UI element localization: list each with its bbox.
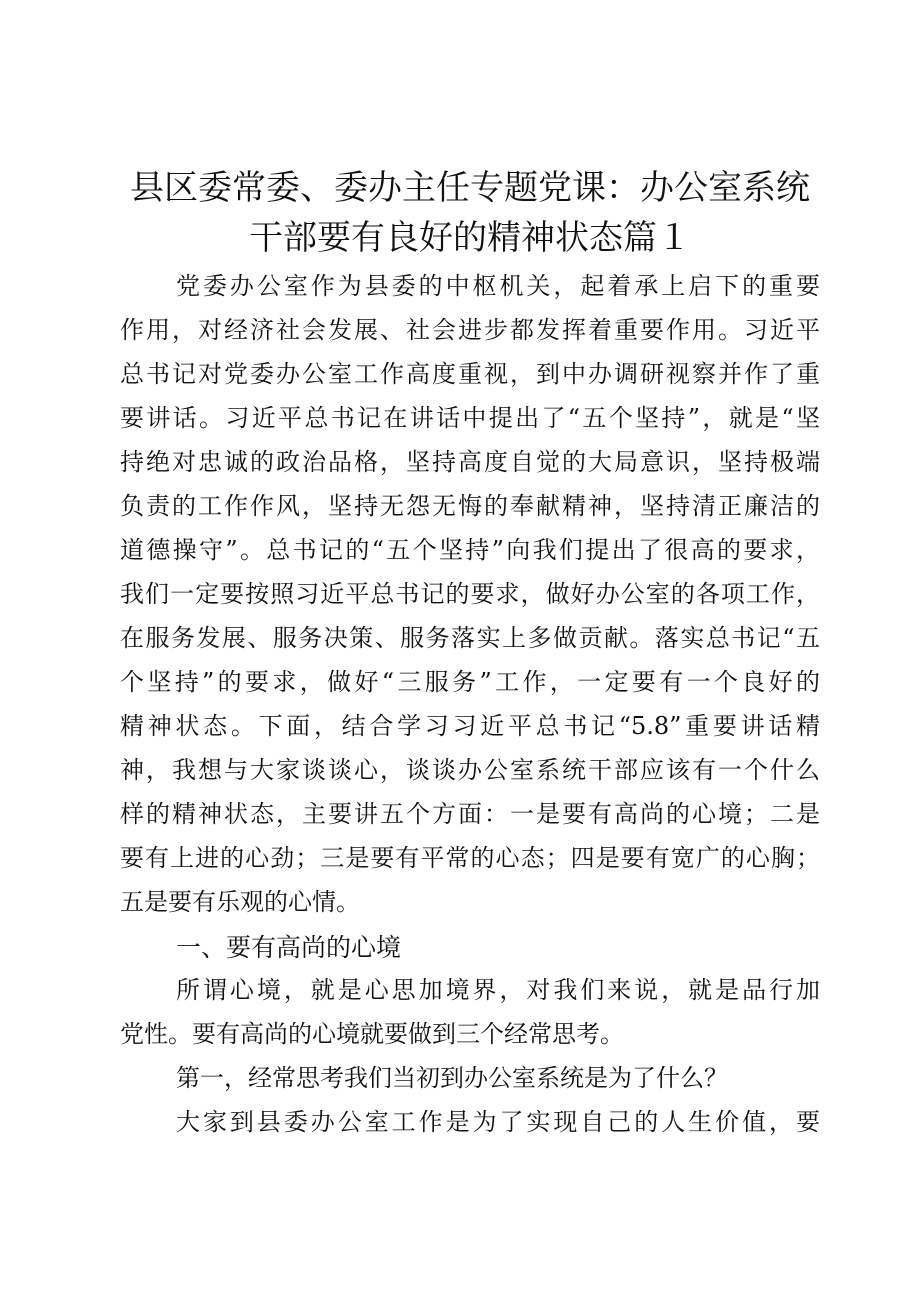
body-line: 要讲话。习近平总书记在讲话中提出了“五个坚持”，就是“坚 [120, 404, 820, 432]
body-line: 我们一定要按照习近平总书记的要求，做好办公室的各项工作， [120, 580, 820, 608]
body-line: 第一，经常思考我们当初到办公室系统是为了什么？ [176, 1064, 728, 1092]
body-line: 个坚持”的要求，做好“三服务”工作，一定要有一个良好的 [120, 668, 820, 696]
body-line: 党性。要有高尚的心境就要做到三个经常思考。 [120, 1020, 624, 1048]
body-line: 道德操守”。总书记的“五个坚持”向我们提出了很高的要求， [120, 536, 820, 564]
body-line: 大家到县委办公室工作是为了实现自己的人生价值，要 [176, 1108, 820, 1136]
body-line: 五是要有乐观的心情。 [120, 888, 360, 916]
body-line: 负责的工作作风，坚持无怨无悔的奉献精神，坚持清正廉洁的 [120, 492, 820, 520]
body-line: 神，我想与大家谈谈心，谈谈办公室系统干部应该有一个什么 [120, 756, 820, 784]
body-line: 党委办公室作为县委的中枢机关，起着承上启下的重要 [176, 272, 820, 300]
body-line: 所谓心境，就是心思加境界，对我们来说，就是品行加 [176, 976, 820, 1004]
body-line: 要有上进的心劲；三是要有平常的心态；四是要有宽广的心胸； [120, 844, 820, 872]
body-line: 样的精神状态，主要讲五个方面：一是要有高尚的心境；二是 [120, 800, 820, 828]
body-line: 总书记对党委办公室工作高度重视，到中办调研视察并作了重 [120, 360, 820, 388]
body-line: 在服务发展、服务决策、服务落实上多做贡献。落实总书记“五 [120, 624, 820, 652]
body-line: 作用，对经济社会发展、社会进步都发挥着重要作用。习近平 [120, 316, 820, 344]
body-line: 精神状态。下面，结合学习习近平总书记“5.8”重要讲话精 [120, 712, 820, 740]
document-title-line-1: 县区委常委、委办主任专题党课：办公室系统 [130, 168, 810, 208]
document-title-line-2: 干部要有良好的精神状态篇１ [249, 218, 691, 258]
section-heading: 一、要有高尚的心境 [176, 933, 402, 962]
body-line: 持绝对忠诚的政治品格，坚持高度自觉的大局意识，坚持极端 [120, 448, 820, 476]
